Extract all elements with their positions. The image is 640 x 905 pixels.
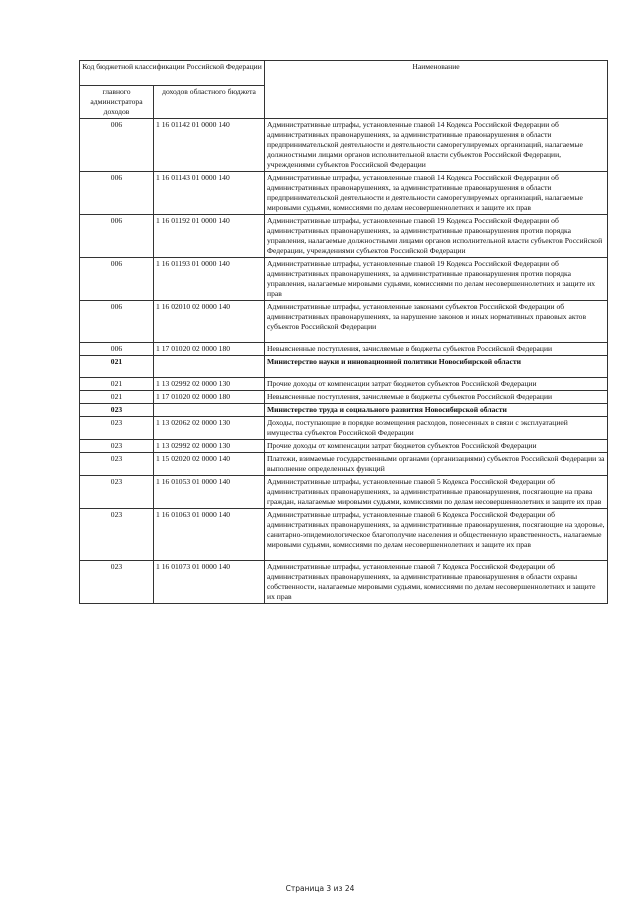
name-cell: Платежи, взимаемые государственными органами (организациями) субъектов Российской Федерации за выполнение определенных функций <box>265 453 608 476</box>
name-cell: Административные штрафы, установленные главой 6 Кодекса Российской Федерации об административных правонарушениях, за административные правонарушения, посягающие на здоровье, санитарно-эпидемиологическое благополучие населения и общественную нравственность, налагаемые мировыми судьями, комиссиями по делам несовершеннолетних и защите их прав <box>265 509 608 561</box>
admin-code-cell: 023 <box>80 440 154 453</box>
admin-code-cell: 006 <box>80 258 154 301</box>
table-row <box>80 301 608 343</box>
income-code-cell: 1 16 01142 01 0000 140 <box>154 119 265 172</box>
table-body <box>80 119 608 604</box>
income-code-cell: 1 17 01020 02 0000 180 <box>154 391 265 404</box>
table-row <box>80 172 608 215</box>
admin-code-cell: 006 <box>80 301 154 343</box>
table-row <box>80 258 608 301</box>
income-code-cell: 1 16 01143 01 0000 140 <box>154 172 265 215</box>
income-code-cell: 1 16 01192 01 0000 140 <box>154 215 265 258</box>
income-code-cell: 1 16 01053 01 0000 140 <box>154 476 265 509</box>
income-code-cell: 1 16 02010 02 0000 140 <box>154 301 265 343</box>
admin-code-cell: 021 <box>80 356 154 378</box>
name-cell: Административные штрафы, установленные главой 14 Кодекса Российской Федерации об административных правонарушениях, за административные правонарушения в области предпринимательской деятельности и деятельности саморегулируемых организаций, налагаемые мировыми судьями, комиссиями по делам несовершеннолетних и защите их прав <box>265 172 608 215</box>
name-cell: Прочие доходы от компенсации затрат бюджетов субъектов Российской Федерации <box>265 378 608 391</box>
income-code-cell: 1 15 02020 02 0000 140 <box>154 453 265 476</box>
name-cell: Административные штрафы, установленные главой 14 Кодекса Российской Федерации об административных правонарушениях, за административные правонарушения в области предпринимательской деятельности и деятельности саморегулируемых организаций, налагаемые должностными лицами органов исполнительной власти субъектов Российской Федерации, учреждениями субъектов Российской Федерации <box>265 119 608 172</box>
table-row <box>80 119 608 172</box>
name-cell: Административные штрафы, установленные главой 19 Кодекса Российской Федерации об административных правонарушениях, за административные правонарушения против порядка управления, налагаемые должностными лицами органов исполнительной власти субъектов Российской Федерации, учреждениями субъектов Российской Федерации <box>265 215 608 258</box>
admin-code-cell: 021 <box>80 391 154 404</box>
income-code-cell: 1 13 02992 02 0000 130 <box>154 440 265 453</box>
table-header <box>80 61 608 119</box>
admin-code-cell: 023 <box>80 453 154 476</box>
table-row <box>80 417 608 440</box>
admin-code-cell: 023 <box>80 404 154 417</box>
page-number: Страница 3 из 24 <box>285 884 355 893</box>
admin-code-cell: 006 <box>80 215 154 258</box>
admin-code-cell: 023 <box>80 417 154 440</box>
budget-classification-table <box>79 60 608 604</box>
admin-code-cell: 023 <box>80 476 154 509</box>
name-cell: Административные штрафы, установленные законами субъектов Российской Федерации об административных правонарушениях, за нарушение законов и иных нормативных правовых актов субъектов Российской Федерации <box>265 301 608 343</box>
admin-code-cell: 023 <box>80 561 154 604</box>
admin-code-cell: 006 <box>80 119 154 172</box>
name-cell: Административные штрафы, установленные главой 19 Кодекса Российской Федерации об административных правонарушениях, за административные правонарушения против порядка управления, налагаемые мировыми судьями, комиссиями по делам несовершеннолетних и защите их прав <box>265 258 608 301</box>
income-code-cell: 1 16 01193 01 0000 140 <box>154 258 265 301</box>
name-cell: Министерство труда и социального развития Новосибирской области <box>265 404 608 417</box>
name-cell: Невыясненные поступления, зачисляемые в бюджеты субъектов Российской Федерации <box>265 391 608 404</box>
header-classification-code: Код бюджетной классификации Российской Федерации <box>80 61 265 86</box>
income-code-cell <box>154 356 265 378</box>
admin-code-cell: 021 <box>80 378 154 391</box>
ministry-header-row <box>80 356 608 378</box>
name-cell: Административные штрафы, установленные главой 5 Кодекса Российской Федерации об административных правонарушениях, за административные правонарушения, посягающие на права граждан, налагаемые мировыми судьями, комиссиями по делам несовершеннолетних и защите их прав <box>265 476 608 509</box>
table-row <box>80 561 608 604</box>
table-row <box>80 343 608 356</box>
table-row <box>80 215 608 258</box>
name-cell: Доходы, поступающие в порядке возмещения расходов, понесенных в связи с эксплуатацией имущества субъектов Российской Федерации <box>265 417 608 440</box>
table-row <box>80 453 608 476</box>
income-code-cell: 1 13 02992 02 0000 130 <box>154 378 265 391</box>
table-row <box>80 476 608 509</box>
name-cell: Прочие доходы от компенсации затрат бюджетов субъектов Российской Федерации <box>265 440 608 453</box>
admin-code-cell: 006 <box>80 343 154 356</box>
ministry-header-row <box>80 404 608 417</box>
table-row <box>80 378 608 391</box>
income-code-cell: 1 17 01020 02 0000 180 <box>154 343 265 356</box>
name-cell: Административные штрафы, установленные главой 7 Кодекса Российской Федерации об административных правонарушениях, за административные правонарушения в области охраны собственности, налагаемые мировыми судьями, комиссиями по делам несовершеннолетних и защите их прав <box>265 561 608 604</box>
income-code-cell: 1 16 01073 01 0000 140 <box>154 561 265 604</box>
header-name: Наименование <box>265 61 608 119</box>
header-admin-code: главного администратора доходов <box>80 86 154 119</box>
table-row <box>80 391 608 404</box>
table-row <box>80 440 608 453</box>
table-row <box>80 509 608 561</box>
header-income-code: доходов областного бюджета <box>154 86 265 119</box>
admin-code-cell: 006 <box>80 172 154 215</box>
admin-code-cell: 023 <box>80 509 154 561</box>
name-cell: Невыясненные поступления, зачисляемые в бюджеты субъектов Российской Федерации <box>265 343 608 356</box>
income-code-cell <box>154 404 265 417</box>
income-code-cell: 1 13 02062 02 0000 130 <box>154 417 265 440</box>
name-cell: Министерство науки и инновационной политики Новосибирской области <box>265 356 608 378</box>
income-code-cell: 1 16 01063 01 0000 140 <box>154 509 265 561</box>
